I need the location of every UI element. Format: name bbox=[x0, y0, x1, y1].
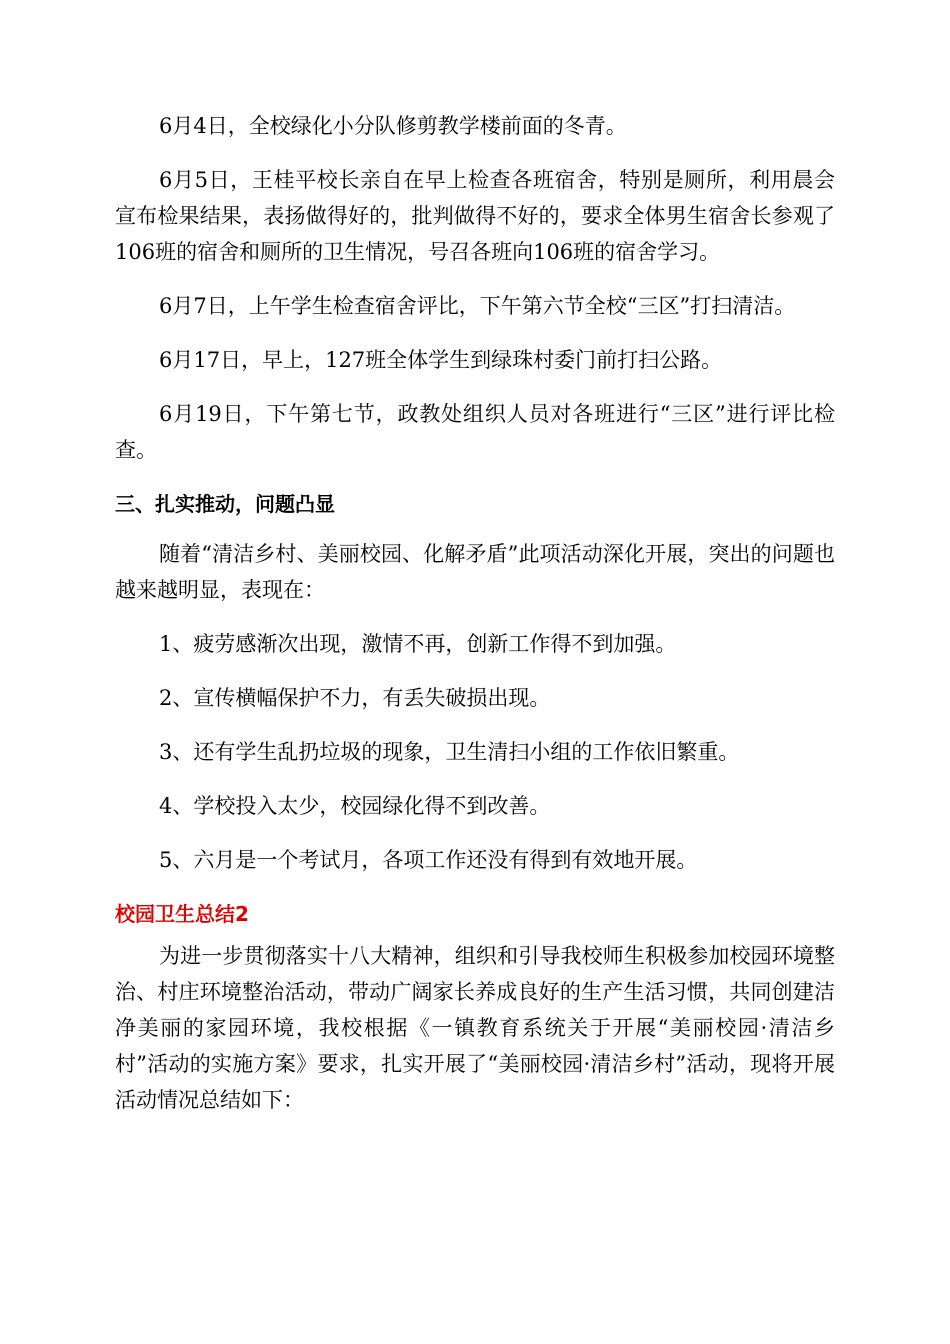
summary-2-heading: 校园卫生总结2 bbox=[115, 902, 249, 926]
section-3-intro: 随着“清洁乡村、美丽校园、化解矛盾”此项活动深化开展，突出的问题也越来越明显，表现在： bbox=[115, 542, 835, 602]
paragraph-june-7: 6月7日，上午学生检查宿舍评比，下午第六节全校“三区”打扫清洁。 bbox=[159, 294, 796, 318]
document-page bbox=[115, 108, 835, 1118]
problem-item-3: 3、还有学生乱扔垃圾的现象，卫生清扫小组的工作依旧繁重。 bbox=[159, 740, 740, 764]
paragraph-june-5: 6月5日，王桂平校长亲自在早上检查各班宿舍，特别是厕所，利用晨会宣布检果结果，表扬做得好的，批判做得不好的，要求全体男生宿舍长参观了106班的宿舍和厕所的卫生情况，号召各班向106班的宿舍学习。 bbox=[115, 168, 835, 264]
paragraph-june-17: 6月17日，早上，127班全体学生到绿珠村委门前打扫公路。 bbox=[159, 348, 723, 372]
summary-2-body: 为进一步贯彻落实十八大精神，组织和引导我校师生积极参加校园环境整治、村庄环境整治活动，带动广阔家长养成良好的生产生活习惯，共同创建洁净美丽的家园环境，我校根据《一镇教育系统关于开展“美丽校园·清洁乡村”活动的实施方案》要求，扎实开展了“美丽校园·清洁乡村”活动，现将开展活动情况总结如下： bbox=[115, 944, 835, 1112]
problem-item-1: 1、疲劳感渐次出现，激情不再，创新工作得不到加强。 bbox=[159, 632, 677, 656]
problem-item-4: 4、学校投入太少，校园绿化得不到改善。 bbox=[159, 794, 551, 818]
problem-item-5: 5、六月是一个考试月，各项工作还没有得到有效地开展。 bbox=[159, 848, 698, 872]
section-heading-3: 三、扎实推动，问题凸显 bbox=[115, 492, 335, 516]
paragraph-june-19: 6月19日，下午第七节，政教处组织人员对各班进行“三区”进行评比检查。 bbox=[115, 402, 835, 462]
paragraph-june-4: 6月4日，全校绿化小分队修剪教学楼前面的冬青。 bbox=[159, 114, 627, 138]
problem-item-2: 2、宣传横幅保护不力，有丢失破损出现。 bbox=[159, 686, 551, 710]
